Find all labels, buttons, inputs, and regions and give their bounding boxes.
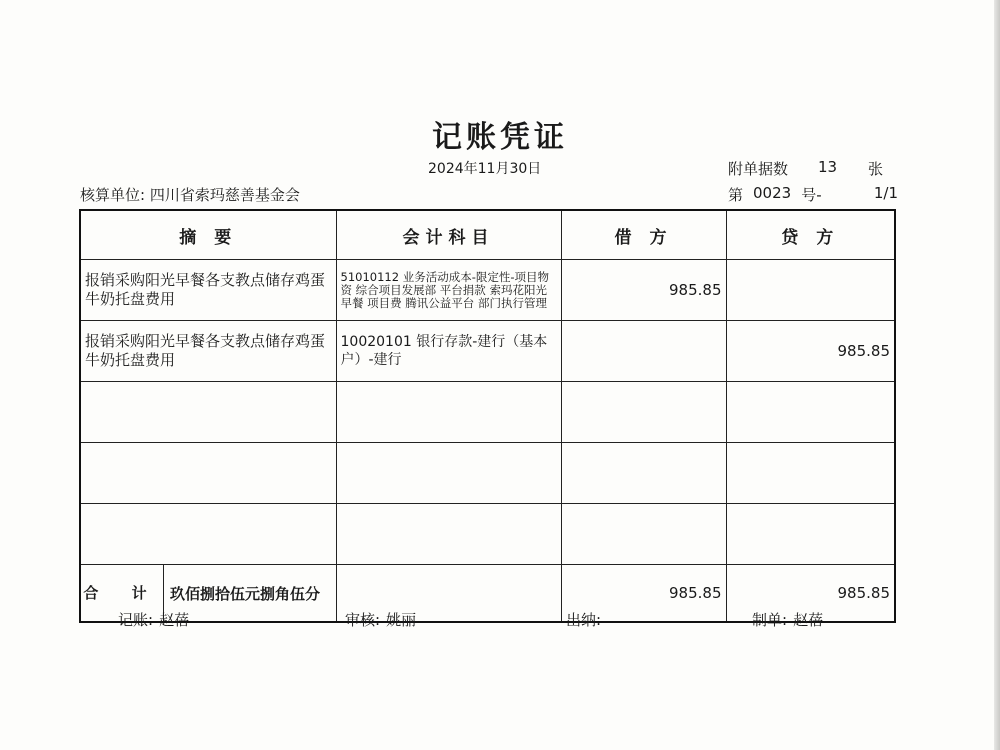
total-debit: 985.85 [561,565,726,623]
header-debit: 借 方 [561,210,726,260]
row-subject [336,504,561,565]
reviewer-signature [345,609,416,630]
row-summary [80,382,336,443]
table-row [80,382,895,443]
voucher-no-suffix: 号- [801,186,822,204]
total-label: 合 计 [81,565,164,621]
cashier-signature [566,609,607,630]
row-debit [561,321,726,382]
attachment-label: 附单据数 [728,160,789,178]
row-summary [80,443,336,504]
unit-name: 四川省索玛慈善基金会 [149,186,300,204]
row-credit [726,260,895,321]
voucher-date: 2024年11月30日 [428,161,542,177]
attachment-count [728,158,898,179]
bookkeeper-signature [118,609,189,630]
header-credit: 贷 方 [726,210,895,260]
row-summary [80,504,336,565]
row-subject: 10020101 银行存款-建行（基本户）-建行 [336,321,561,382]
table-header-row [80,210,895,260]
row-subject [336,443,561,504]
table-row [80,260,895,321]
row-subject [336,382,561,443]
reviewer-name: 姚丽 [386,611,417,629]
row-debit [561,382,726,443]
attachment-count-value: 13 [818,158,838,176]
attachment-unit: 张 [868,160,884,178]
row-credit: 985.85 [726,321,895,382]
table-row [80,443,895,504]
voucher-title: 记账凭证 [432,120,568,155]
row-credit [726,504,895,565]
header-subject: 会计科目 [336,210,561,260]
row-summary: 报销采购阳光早餐各支教点储存鸡蛋牛奶托盘费用 [80,321,336,382]
preparer-label: 制单: [752,611,788,629]
bookkeeper-label: 记账: [118,611,154,629]
table-row [80,321,895,382]
voucher-no-prefix: 第 [728,186,744,204]
total-amount-words: 玖佰捌拾伍元捌角伍分 [170,584,321,603]
header-summary: 摘 要 [80,210,336,260]
table-row [80,504,895,565]
row-debit [561,504,726,565]
row-credit [726,382,895,443]
row-summary: 报销采购阳光早餐各支教点储存鸡蛋牛奶托盘费用 [80,260,336,321]
row-debit [561,443,726,504]
row-credit [726,443,895,504]
cashier-label: 出纳: [566,611,602,629]
unit-label: 核算单位: [80,186,146,204]
voucher-page: 1/1 [873,184,898,202]
voucher-number [728,184,898,205]
voucher-no-value: 0023 [753,184,792,202]
voucher-table [79,209,896,623]
preparer-signature [752,609,823,630]
total-credit: 985.85 [726,565,895,623]
accounting-unit [80,184,300,205]
bookkeeper-name: 赵蓓 [159,611,190,629]
row-subject: 51010112 业务活动成本-限定性-项目物资 综合项目发展部 平台捐款 索玛花阳光早餐 项目费 腾讯公益平台 部门执行管理 [336,260,561,321]
reviewer-label: 审核: [345,611,381,629]
preparer-name: 赵蓓 [793,611,824,629]
row-debit: 985.85 [561,260,726,321]
